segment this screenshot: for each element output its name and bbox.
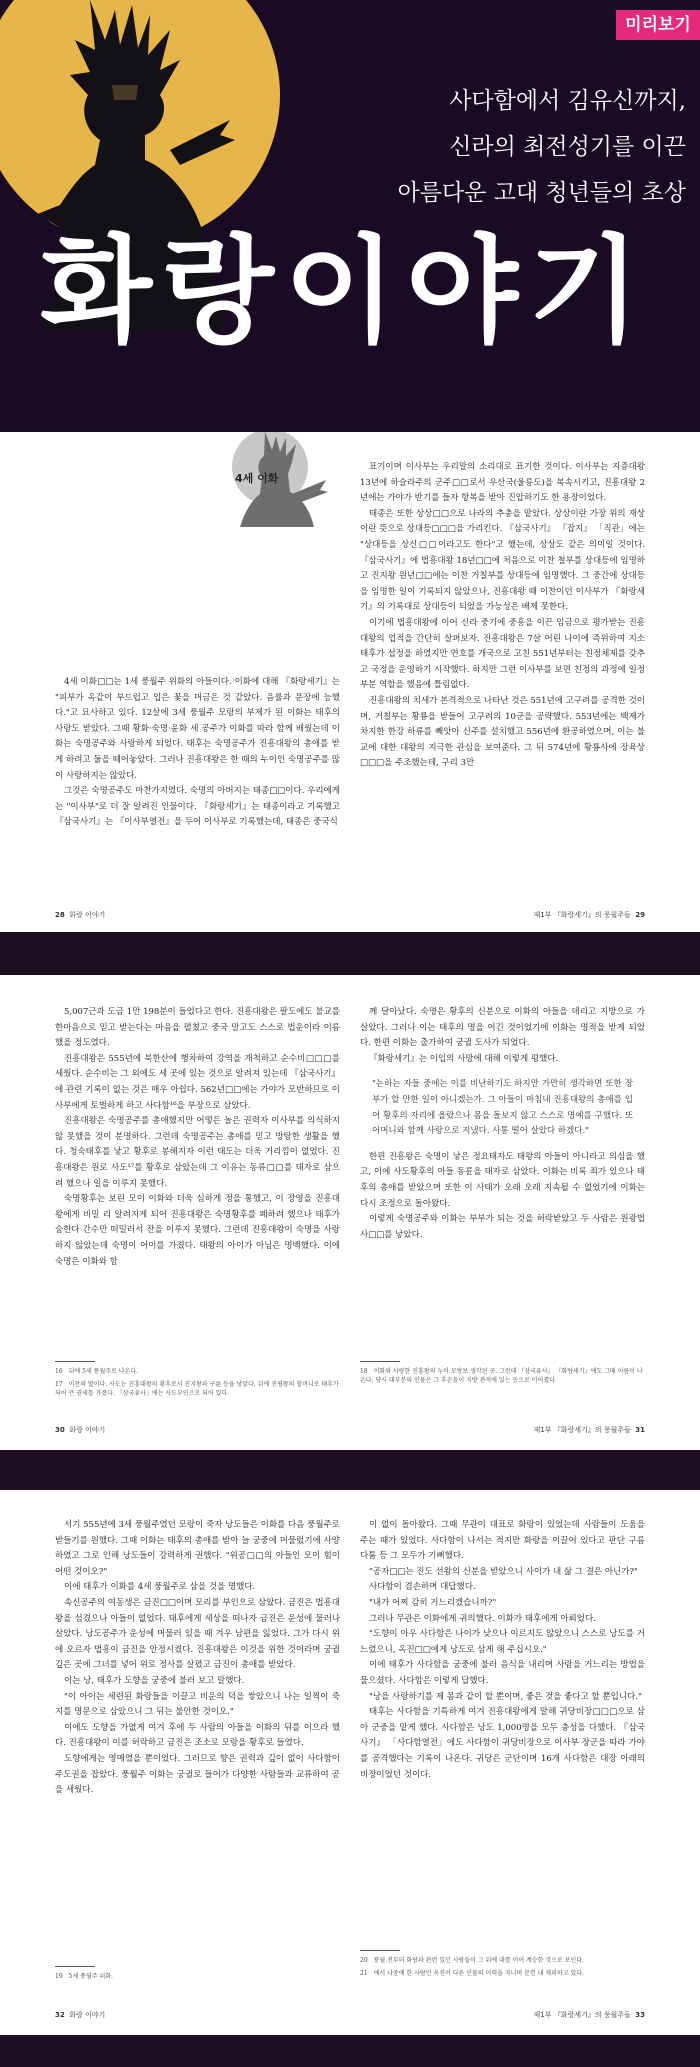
page-number: 31 — [635, 1426, 645, 1434]
footer-right — [534, 2010, 646, 2020]
page-number: 29 — [635, 911, 645, 919]
footer-part-title: 제1부 『화랑세기』의 풍월주들 — [533, 1426, 631, 1434]
paragraph: 이에 태후가 사다함을 궁중에 불러 음식을 내리며 사람을 거느리는 방법을 물으셨다. 사다함은 이렇게 답했다. — [360, 1660, 645, 1686]
book-title: 화랑이야기 — [40, 223, 651, 359]
footnote-rule — [55, 1966, 95, 1967]
right-page-text — [360, 1518, 645, 1783]
paragraph: "공자□□는 진도 선왕의 신분을 받았으니 사이가 내 삶 그 결은 아닌가?" — [369, 1566, 638, 1577]
page-spread-3 — [0, 1490, 700, 2035]
paragraph: 5,007근과 도금 1만 198분이 들었다고 한다. 진흥대왕은 팔도에도 불교를 한마음으로 믿고 받는다는 마음을 펼쳤고 중국 말고도 스스로 법운이라 이름했을 정도였다. — [55, 1007, 340, 1049]
footer-book-title: 화랑 이야기 — [69, 2011, 106, 2019]
paragraph: 께 달아났다. 숙명은 황후의 신분으로 이화의 아들을 데리고 지방으로 가 살았다. 그러나 이는 태후의 명을 어긴 것이었기에 이화는 명적을 받게 되었다. 한편 이화는 출가하여 궁궐 도사가 되었다. — [360, 1007, 645, 1049]
footer-book-title: 화랑 이야기 — [69, 911, 106, 919]
footnote: 19 5세 풍월주 위화. — [55, 1973, 113, 1980]
paragraph: 『화랑세기』는 이입의 사망에 대해 이렇게 평했다. — [369, 1053, 559, 1064]
page-spread-2 — [0, 975, 700, 1450]
footer-left — [55, 2010, 105, 2020]
tagline-line-3: 아름다운 고대 청년들의 초상 — [397, 180, 686, 206]
paragraph: 이기에 법흥대왕에 이어 신라 중기에 중흥을 이끈 임금으로 평가받는 진흥대왕의 업적을 간단히 살펴보자. 진흥대왕은 7살 어린 나이에 즉위하여 지소태후가 섭정을 하였지만 연호를 개국으로 고친 551년부터는 친정체제를 갖추고 국정을 운영하기 시작했다. 하지만 그런 이사부를 보면 친정의 과정에 일정 부분 역할을 했음에 틀림없다. — [360, 617, 645, 691]
footnote: 21 에서 나중에 한 사람인 옥진이 다른 인물의 이력을 지니며 문헌 내 제외하고 있다. — [360, 1970, 584, 1977]
paragraph: "도향이 아우 사다함은 나이가 낮으나 이르지도 않았으니 스스로 낭도를 거느렸으니, 옥진□□에게 낭도로 삼게 해 주십시오." — [360, 1629, 645, 1655]
paragraph: 4세 이화□□는 1세 풍월주 위화의 아들이다. 이화에 대해 『화랑세기』는 "피부가 옥같이 부드럽고 입은 꽃을 머금은 것 같았다. 음률과 문장에 능했다."고 묘사하고 있다. 12살에 3세 풍월주 모랑의 부제가 된 이화는 태후의 사랑도 받았다. 그때 황화·숙명·윤화 세 공주가 이화를 따라 함께 배웠는데 이화는 숙명공주와 사랑하게 되었다. 태후는 숙명공주가 진흥대왕의 총애를 받게 하려고 둘을 떼어놓았다. 그러나 진흥대왕은 한 때의 누이인 숙명공주를 많이 사랑하지는 않았다. — [55, 677, 340, 781]
paragraph: 한편 진흥왕은 숙명이 낳은 정요태자도 태왕의 아들이 아니라고 의심을 했고, 이에 사도황후의 아들 동륜을 태자로 삼았다. 이화는 비록 죄가 있으나 태후의 총애를 받았으며 또한 이 사태가 오래 오래 지속될 수 없었기에 이화는 다시 조정으로 돌아왔다. — [360, 1151, 645, 1209]
paragraph: 진흥대왕은 555년에 북한산에 행차하여 강역을 개척하고 순수비□□□를 세웠다. 순수비는 그 외에도 세 곳에 있는 것으로 알려져 있는데 『삼국사기』에 관련 기록이 없는 것은 매우 아쉽다. 562년□□에는 가야가 모반하므로 이사부에게 토벌하게 하고 사다함¹⁶을 부장으로 삼았다. — [55, 1053, 340, 1111]
footnote-rule — [360, 1950, 400, 1951]
footer-right — [534, 910, 646, 920]
left-page-text — [55, 675, 340, 831]
paragraph: 속신공주의 여동생은 금진□□이며 모리를 부인으로 삼았다. 금진은 법흥대왕을 섬겼으나 아들이 없었다. 태후에게 세상을 떠나자 금진은 운성에 물러나 살았다. 낭도공주가 운성에 머물러 있을 때 겨우 남편을 잃었다. 그가 다시 위에 오르자 법흥이 금진을 안정시켰다. 진흥대왕은 이것을 위한 것이라며 궁궐 깊은 곳에 그녀를 넣어 위로 정사를 살폈고 금진이 총애를 받았다. — [55, 1597, 340, 1671]
footer-book-title: 화랑 이야기 — [69, 1426, 106, 1434]
footnote: 18 이화와 사랑한 진흥왕의 누이 모랑보 생각된 곳. 그런데 『삼국유사』 『화랑세기』에도 그때 이름이 나온다. 당시 대부분의 인물은 그 후손들이 지방 관직에 있는 등으로 이어졌다. — [360, 1368, 643, 1384]
paragraph: 그러나 무관은 이화에게 귀의했다. 이화가 태후에게 아뢰었다. — [369, 1613, 596, 1624]
tagline — [397, 78, 686, 216]
paragraph: 태후는 사다함을 기특하게 여겨 진흥대왕에게 말해 귀당비장□□□으로 삼아 군중을 맡게 했다. 사다함은 낭도 1,000명을 모두 충성을 다했다. 『삼국사기』 「사다함열전」에도 사다함이 귀당비장으로 이사부 장군을 따라 가야를 공격했다는 기록이 나온다. 귀당은 군단이며 16개 사다함은 대장 아래의 비장이었던 것이다. — [360, 1707, 645, 1780]
paragraph: 이는 낭, 태후가 도향을 궁중에 불러 보고 말했다. — [64, 1675, 245, 1686]
paragraph: 이렇게 숙명공주와 이화는 부부가 되는 것을 허락받았고 두 사람은 원광법사□□를 낳았다. — [360, 1214, 645, 1240]
left-page-text — [55, 1518, 340, 1799]
right-page-text — [360, 1005, 645, 1243]
paragraph: "낭을 사랑하기를 제 몸과 같이 할 뿐이며, 좋은 것을 좋다고 할 뿐입니다." — [369, 1691, 642, 1702]
block-quote: "논하는 자들 중에는 이를 비난하기도 하지만 가만히 생각하면 또한 장부가 할 만한 일이 아니겠는가. 그 아들이 마침내 진흥대왕의 총애를 입어 황후의 자리에 올랐으나 몸을 돌보지 않고 스스로 명예를 구했다. 또 어머니와 함께 사랑으로 지냈다. 사통 떨어 살았다 하겠다." — [372, 1079, 633, 1137]
preview-badge: 미리보기 — [616, 10, 700, 40]
page-number: 33 — [635, 2011, 645, 2019]
paragraph: 표기이며 이사부는 우리말의 소리대로 표기한 것이다. 이사부는 지증대왕 13년에 하슬라주의 군주□□로서 우산국(울릉도)을 복속시키고, 진흥대왕 2년에는 가야가 반기를 들자 항복을 받아 진압하기도 한 용장이었다. — [360, 462, 645, 504]
left-page-text — [55, 1005, 340, 1270]
chapter-title: 4세 이화 — [235, 472, 279, 485]
paragraph: "내가 어찌 감히 거느리겠습니까?" — [369, 1597, 497, 1608]
footer-part-title: 제1부 『화랑세기』의 풍월주들 — [533, 911, 631, 919]
right-footnotes — [360, 1956, 645, 1982]
right-page-text — [360, 460, 645, 772]
left-footnotes — [55, 1972, 340, 1985]
paragraph: 그것은 숙명공주도 마찬가지였다. 숙명의 아버지는 태종□□이다. 우리에게는 "이사부"로 더 잘 알려진 인물이다. 『화랑세기』는 태종이라고 기록했고 『삼국사기』는 『이사부열전』을 두어 이사부로 기록했는데, 태종은 중국식 — [55, 786, 340, 828]
tagline-line-1: 사다함에서 김유신까지, — [449, 88, 686, 114]
paragraph: 서기 555년에 3세 풍월주였던 모랑이 죽자 낭도들은 이화를 다음 풍월주로 받들기를 원했다. 그때 이화는 태후의 총애를 받아 늘 궁중에 머물렀기에 사양하였고 그로 인해 낭도들이 강력하게 권했다. "위공□□의 아들인 모이 힘이 어떤 것이오?" — [55, 1520, 340, 1577]
paragraph: 진흥대왕의 치세가 본격적으로 나타난 것은 551년에 고구려를 공격한 것이며, 거칠부는 황룡을 받들어 고구려의 10군을 공략했다. 553년에는 백제가 차지한 한강 하류를 빼앗아 신주를 설치했고 556년에 환공하였으며, 이는 불교에 대한 대왕의 지극한 관심을 보여준다. 그 뒤 574년에 황룡사에 장육상□□□을 주조했는데, 구리 3만 — [360, 695, 645, 769]
page-number: 30 — [55, 1426, 65, 1434]
footnote: 20 풍월 전부터 화랑과 관련 있던 사람들이 그 뒤에 대를 이어 계승한 것으로 보인다. — [360, 1957, 584, 1964]
paragraph: 이에 태후가 이화를 4세 풍월주로 삼을 것을 명했다. — [64, 1582, 256, 1593]
page-number: 28 — [55, 911, 65, 919]
page-number: 32 — [55, 2011, 65, 2019]
right-footnotes — [360, 1367, 645, 1389]
paragraph: 이에도 도향을 가엾게 여겨 후에 두 사람의 아들을 이화의 뒤를 이으라 했다. 진흥대왕이 이를 허락하고 금진은 조소로 모랑을 황후로 들였다. — [55, 1722, 340, 1749]
footnote-rule — [360, 1361, 400, 1362]
footer-right — [534, 1425, 646, 1435]
paragraph: "이 아이는 세련된 화랑들을 이끌고 비운의 덕을 쌓았으니 나는 일찍이 죽지를 명문으로 삼았으니 그 뒤는 불안한 것이오." — [55, 1691, 340, 1718]
paragraph: 숙명황후는 보린 모이 이화와 더욱 심하게 정을 통했고, 이 장영을 진흥대왕에게 비밀 리 알려지게 되어 진흥대왕은 숙명황후를 폐하려 했으나 태후가 숨한다 간수만 떠밀러서 잔을 이루지 못했다. 그런데 진흥대왕이 숙명을 사랑하지 않았는데 숙명이 어이를 가졌다. 태왕의 아이가 아님은 명백했다. 이에 숙명은 이화와 함 — [55, 1194, 340, 1267]
paragraph: 사다함이 겸손하며 대답했다. — [369, 1582, 476, 1593]
tagline-line-2: 신라의 최전성기를 이끈 — [449, 134, 686, 160]
paragraph: 이 없이 돌아왔다. 그때 무관이 대표로 화랑이 있었는데 사람들이 도움을 주는 때가 있었다. 사다함이 나서는 적지만 화랑을 이끌어 있다고 판단 구름 다툼 등 그 모두가 기뻐했다. — [360, 1520, 645, 1562]
paragraph: 도향에게는 영매였을 뿐이었다. 그러므로 향은 권력과 깊이 없이 사다함이 주도권을 잡았다. 풍월주 이화는 궁궐로 들어가 다양한 사람들과 교류하여 공을 세웠다. — [55, 1753, 340, 1796]
footer-left — [55, 910, 105, 920]
paragraph: 태종은 또한 상상□□으로 나라의 추충을 맡았다. 상상이란 가장 위의 재상이란 뜻으로 상대등□□□을 가리킨다. 『삼국사기』 『잡지』 「직관」에는 "상대등을 상신□□이라고도 한다"고 했는데, 상상도 같은 의미일 것이다. 『삼국사기』에 법흥대왕 18년□□에 처음으로 이찬 철부를 상대등에 임명하고 진지왕 원년□□에는 이찬 거칠부를 상대등에 임명했다. 그 중간에 상대등을 임명한 일이 기록되지 않았으나, 진흥대왕 때 이찬이던 이사부가 『화랑세기』의 기록대로 상대등이 되었을 가능성은 배제 못한다. — [360, 508, 645, 613]
page-spread-1 — [0, 432, 700, 932]
paragraph: 진흥대왕은 숙명공주를 총애했지만 어떻든 놀은 권력자 이사부를 의식하지 않 못했을 것이 분명하다. 그런데 숙명공주는 총애를 믿고 방탕한 생활을 했다. 청숙태후를 낳고 황후로 봉해지자 이런 태도는 더욱 거리낌이 없었다. 진흥대왕은 원로 사도¹⁷를 황후로 삼았는데 그 이유는 동류□□를 태자로 삼으려 했으나 일을 이루지 못했다. — [55, 1116, 340, 1189]
footer-left — [55, 1425, 105, 1435]
hero-banner — [0, 0, 700, 432]
footer-part-title: 제1부 『화랑세기』의 풍월주들 — [533, 2011, 631, 2019]
left-footnotes — [55, 1367, 340, 1402]
footnote-rule — [55, 1361, 95, 1362]
footnote: 16 뒤에 5세 풍월주로 나온다. — [55, 1368, 139, 1375]
footnote: 17 이찬의 딸이다. 사도는 진흥대왕의 황후로서 진지왕과 구륜 등을 낳았다. 뒤에 진평왕의 할머니로 태후가 되어 큰 권세를 가졌다. 『삼국유사』에는 사도부인으로 되어 있다. — [55, 1381, 339, 1397]
